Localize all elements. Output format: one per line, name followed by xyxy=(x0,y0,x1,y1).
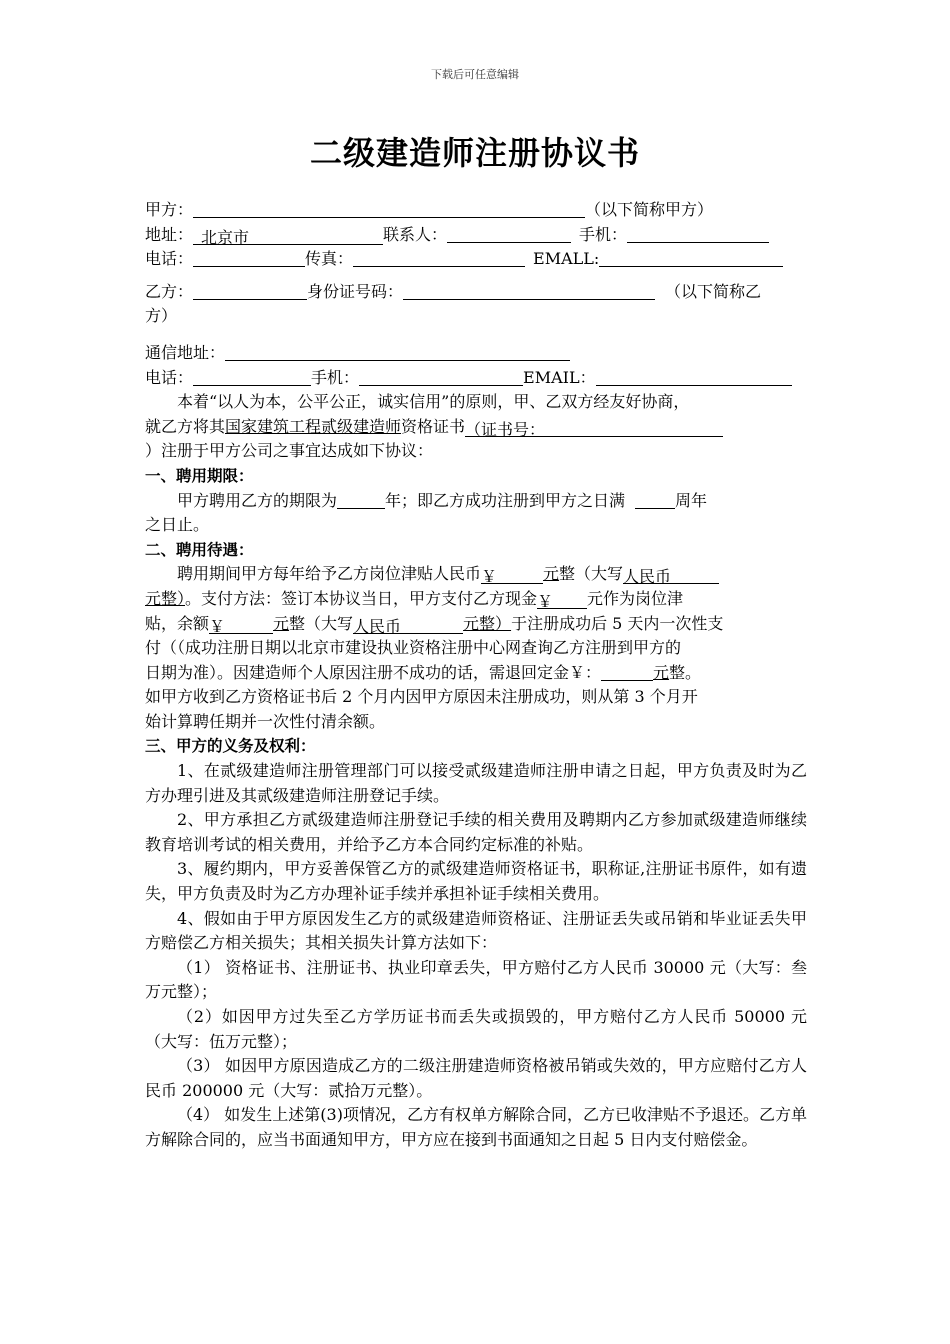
s2-l3g: 于注册成功后 5 天内一次性支 xyxy=(511,613,724,633)
s1-p1b: 年；即乙方成功注册到甲方之日满 xyxy=(385,490,626,510)
fax-label: 传真： xyxy=(305,249,354,269)
s2-l2b: 。支付方法：签订本协议当日，甲方支付乙方现金 xyxy=(185,588,538,608)
section-3-title: 三、甲方的义务及权利： xyxy=(145,737,316,756)
address-label: 地址： xyxy=(145,224,194,244)
s2-l3d: 整（大写 xyxy=(289,613,354,633)
mobile-label: 手机： xyxy=(579,224,628,244)
id-blank xyxy=(403,281,655,300)
email-label: EMALL: xyxy=(533,249,600,269)
mobile-blank xyxy=(627,224,769,243)
intro-line-3: ）注册于甲方公司之事宜达成如下协议： xyxy=(145,441,434,461)
s2-l2d: 元作为岗位津 xyxy=(587,588,684,608)
currency-symbol: ￥ xyxy=(209,616,226,636)
phone2-label: 电话： xyxy=(145,367,194,387)
annual-allowance-field xyxy=(481,565,543,587)
party-b-blank xyxy=(193,281,307,300)
phone-line xyxy=(145,247,807,272)
s3-item-3: 3、履约期内，甲方妥善保管乙方的贰级建造师资格证书，职称证,注册证书原件，如有遗失，甲方负责及时为乙方办理补证手续并承担补证手续相关费用。 xyxy=(145,859,807,904)
s2-line-4: 付（（成功注册日期以北京市建设执业资格注册中心网查询乙方注册到甲方的 xyxy=(145,638,682,658)
intro-2d: （证书号： xyxy=(465,419,546,439)
phone-blank xyxy=(193,248,305,267)
s1-line-1 xyxy=(145,489,807,514)
s3-item-1: 1、在贰级建造师注册管理部门可以接受贰级建造师注册申请之日起，甲方负责及时为乙方办理引进及其贰级建造师注册登记手续。 xyxy=(145,761,807,805)
spacer xyxy=(145,329,807,341)
anniversary-blank xyxy=(635,490,675,509)
refund-blank xyxy=(601,662,653,681)
deposit-field xyxy=(537,590,587,609)
mobile2-blank xyxy=(359,367,523,386)
s2-l3a: 贴，余额 xyxy=(145,613,210,633)
page-header-note: 下载后可任意编辑 xyxy=(431,68,519,81)
currency-symbol: ￥ xyxy=(537,591,554,611)
s2-line-1 xyxy=(145,562,807,587)
mail-address-label: 通信地址： xyxy=(145,342,226,362)
mail-address-line xyxy=(145,341,807,366)
contact-b-line xyxy=(145,366,807,391)
currency-symbol: ￥ xyxy=(481,567,498,587)
rmb-text: 人民币 xyxy=(353,616,402,636)
s2-line-5 xyxy=(145,661,807,686)
fax-blank xyxy=(353,248,525,267)
contact-blank xyxy=(447,224,571,243)
party-a-suffix: （以下简称甲方） xyxy=(585,200,714,219)
document-title: 二级建造师注册协议书 xyxy=(309,134,640,172)
id-label: 身份证号码： xyxy=(307,281,404,301)
balance-field xyxy=(209,615,273,634)
s2-l1c: 元 xyxy=(543,564,560,584)
section-2-title: 二、聘用待遇： xyxy=(145,540,254,559)
party-b-label: 乙方： xyxy=(145,281,194,301)
phone2-blank xyxy=(193,367,311,386)
s2-line-7: 始计算聘任期并一次性付清余额。 xyxy=(145,711,386,731)
s1-line-2: 之日止。 xyxy=(145,515,210,535)
intro-2b: 国家建筑工程贰级建造师 xyxy=(225,416,402,436)
annual-allowance-words xyxy=(623,565,719,587)
s2-l2a: 元整） xyxy=(145,588,186,608)
intro-line-2 xyxy=(145,415,807,440)
rmb-text: 人民币 xyxy=(623,567,672,587)
party-b-line xyxy=(145,280,807,305)
s2-l3f: 元整） xyxy=(463,613,512,633)
section-1-title: 一、聘用期限： xyxy=(145,466,254,485)
s3-item-4-2: （2）如因甲方过失至乙方学历证书而丢失或损毁的，甲方赔付乙方人民币 50000 元（大写：伍万元整）； xyxy=(145,1007,807,1051)
party-a-blank xyxy=(193,199,585,218)
balance-words xyxy=(353,615,463,634)
s2-l5c: 整。 xyxy=(669,662,702,682)
s2-l5a: 日期为准）。因建造师个人原因注册不成功的话，需退回定金￥： xyxy=(145,662,602,682)
address-line xyxy=(145,223,807,248)
s2-l1a: 聘用期间甲方每年给予乙方岗位津贴人民币 xyxy=(177,564,482,584)
email2-blank xyxy=(596,367,792,386)
intro-2a: 就乙方将其 xyxy=(145,416,226,436)
s3-item-4-4: （4） 如发生上述第(3)项情况，乙方有权单方解除合同，乙方已收津贴不予退还。乙方单方解除合同的，应当书面通知甲方，甲方应在接到书面通知之日起 5 日内支付赔偿金。 xyxy=(145,1105,807,1149)
s1-p1c: 周年 xyxy=(675,490,708,510)
s3-item-4: 4、假如由于甲方原因发生乙方的贰级建造师资格证、注册证丢失或吊销和毕业证丢失甲方赔偿乙方相关损失；其相关损失计算方法如下： xyxy=(145,908,807,953)
s1-p1a: 甲方聘用乙方的期限为 xyxy=(177,490,338,510)
s3-item-4-3: （3） 如因甲方原因造成乙方的二级注册建造师资格被吊销或失效的，甲方应赔付乙方人民币 200000 元（大写：贰拾万元整）。 xyxy=(145,1056,807,1100)
address-value: 北京市 xyxy=(201,227,250,247)
party-b-suffix-1: （以下简称乙 xyxy=(665,281,762,301)
party-b-suffix-line xyxy=(145,304,807,329)
s2-l5b: 元 xyxy=(653,662,670,682)
intro-2c: 资格证书 xyxy=(401,416,466,436)
party-a-line xyxy=(145,198,807,223)
spacer xyxy=(145,272,807,280)
s2-line-2 xyxy=(145,587,807,612)
party-b-suffix-2: 方） xyxy=(145,306,178,326)
s2-line-3 xyxy=(145,612,807,637)
mail-address-blank xyxy=(225,342,570,361)
s2-l1d: 整（大写 xyxy=(559,564,624,584)
address-field xyxy=(193,226,383,245)
s3-item-2: 2、甲方承担乙方贰级建造师注册登记手续的相关费用及聘期内乙方参加贰级建造师继续教育培训考试的相关费用，并给予乙方本合同约定标准的补贴。 xyxy=(145,810,807,854)
s2-l3c: 元 xyxy=(273,613,290,633)
email-blank xyxy=(599,248,783,267)
party-a-label: 甲方： xyxy=(145,200,194,219)
email2-label: EMAIL： xyxy=(523,367,596,387)
s2-line-6: 如甲方收到乙方资格证书后 2 个月内因甲方原因未注册成功，则从第 3 个月开 xyxy=(145,687,698,707)
contact-label: 联系人： xyxy=(383,224,448,244)
document-body xyxy=(145,198,807,1153)
intro-line-1: 本着“以人为本，公平公正，诚实信用”的原则，甲、乙双方经友好协商， xyxy=(177,392,690,412)
s3-item-4-1: （1） 资格证书、注册证书、执业印章丢失，甲方赔付乙方人民币 30000 元（大写：叁万元整）； xyxy=(145,957,807,1002)
term-years-blank xyxy=(337,490,385,509)
mobile2-label: 手机： xyxy=(311,367,360,387)
phone-label: 电话： xyxy=(145,249,194,269)
cert-no-field xyxy=(465,418,723,437)
